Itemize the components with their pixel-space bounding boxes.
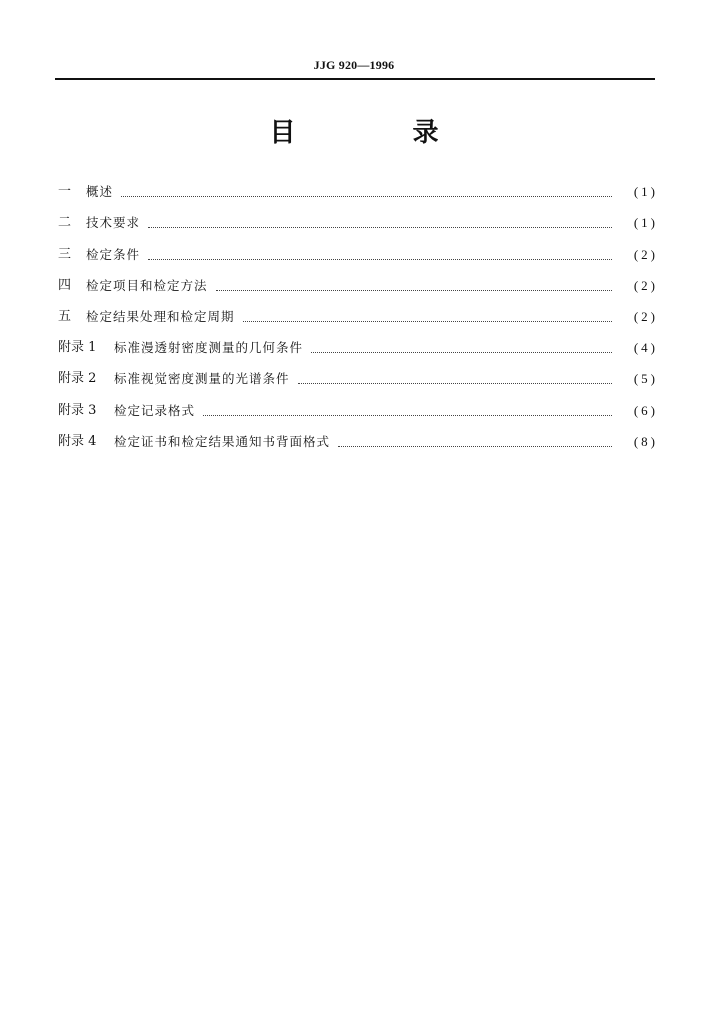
dot-leader [148,227,612,228]
toc-entry-number: 四 [58,277,72,293]
toc-entry-2[interactable] [58,201,658,232]
dot-leader [216,290,612,291]
toc-entry-appendix-4[interactable] [58,420,658,451]
toc-entry-number: 附录 3 [58,402,97,418]
toc-entry-page: (6) [633,402,658,418]
toc-entry-page: (2) [633,277,658,293]
toc-entry-page: (8) [633,433,658,449]
toc-entry-label: 检定记录格式 [114,402,196,418]
toc-list [58,170,658,451]
dot-leader [148,259,612,260]
toc-entry-number: 附录 1 [58,340,97,356]
dot-leader [203,415,612,416]
toc-entry-label: 检定条件 [86,246,141,262]
toc-entry-number: 附录 4 [58,433,97,449]
toc-entry-1[interactable] [58,170,658,201]
toc-entry-label: 技术要求 [86,215,141,231]
toc-title: 目 录 [269,118,493,148]
toc-entry-page: (4) [633,340,658,356]
toc-entry-label: 标准视觉密度测量的光谱条件 [114,371,290,387]
toc-entry-5[interactable] [58,295,658,326]
toc-entry-page: (2) [633,308,658,324]
toc-entry-number: 二 [58,215,72,231]
toc-entry-page: (1) [633,215,658,231]
toc-entry-label: 标准漫透射密度测量的几何条件 [114,340,304,356]
toc-entry-appendix-2[interactable] [58,357,658,388]
toc-entry-page: (5) [633,371,658,387]
dot-leader [298,383,612,384]
toc-entry-number: 附录 2 [58,371,97,387]
toc-entry-number: 五 [58,308,72,324]
toc-entry-4[interactable] [58,264,658,295]
toc-entry-3[interactable] [58,232,658,263]
dot-leader [338,446,612,447]
toc-entry-label: 检定项目和检定方法 [86,277,208,293]
dot-leader [311,352,612,353]
toc-entry-number: 三 [58,246,72,262]
toc-entry-number: 一 [58,184,72,200]
dot-leader [243,321,612,322]
standard-code-header: JJG 920—1996 [313,58,395,72]
dot-leader [121,196,612,197]
toc-entry-label: 概述 [86,184,114,200]
toc-entry-appendix-1[interactable] [58,326,658,357]
toc-entry-page: (1) [633,184,658,200]
header-divider [55,78,655,80]
toc-entry-label: 检定结果处理和检定周期 [86,308,235,324]
toc-entry-label: 检定证书和检定结果通知书背面格式 [114,433,331,449]
toc-entry-page: (2) [633,246,658,262]
toc-entry-appendix-3[interactable] [58,388,658,419]
